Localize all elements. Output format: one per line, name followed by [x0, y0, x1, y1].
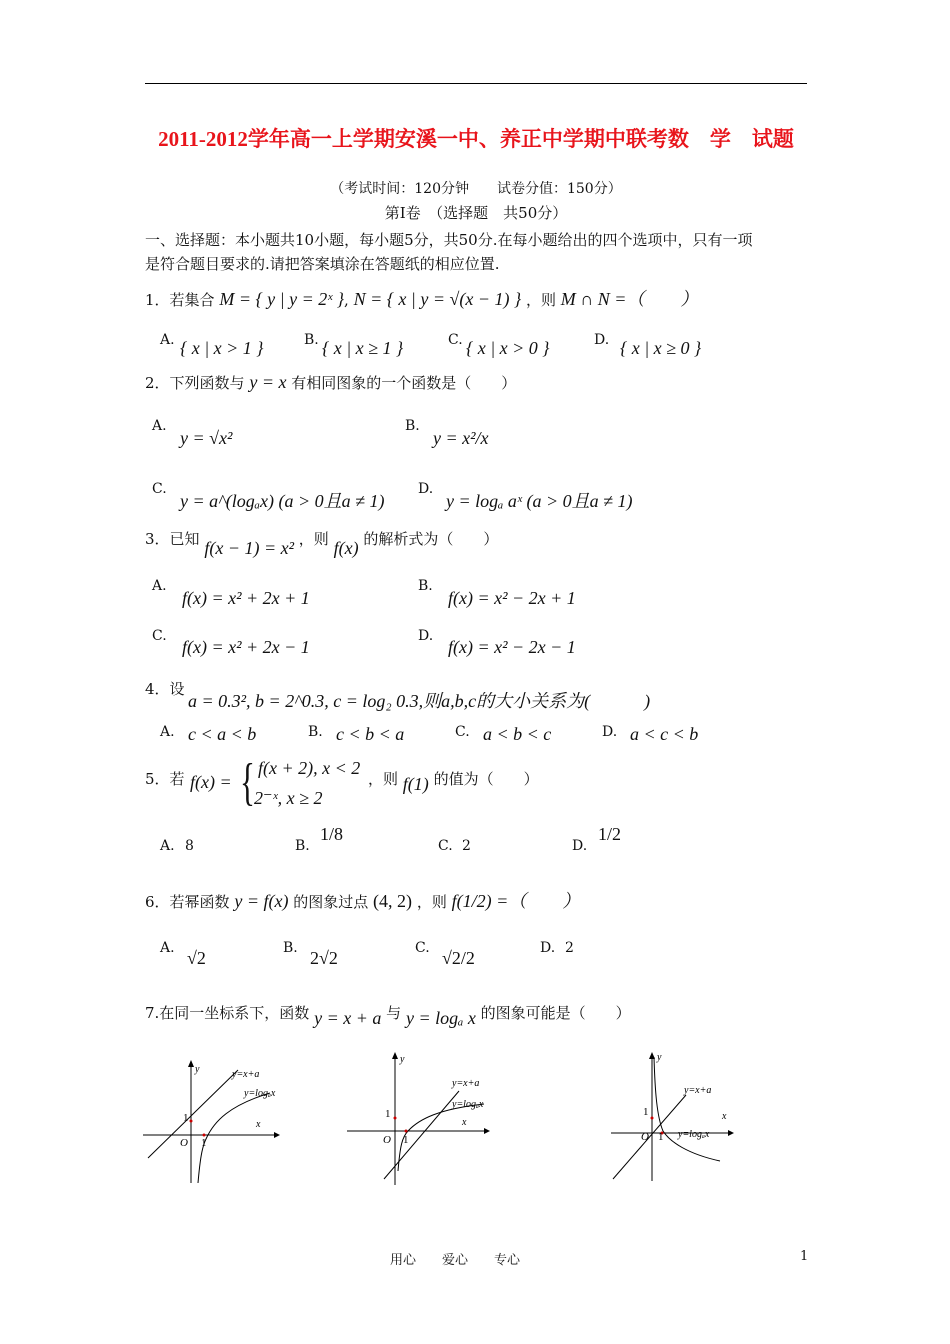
graph-a-x-arrow-icon — [274, 1132, 280, 1138]
q4-option-c[interactable]: a < b < c — [483, 724, 552, 744]
graph-a-line-label: y=x+a — [232, 1069, 260, 1080]
q2-expr: y = x — [249, 372, 287, 392]
q2-option-c-label[interactable]: C. — [152, 481, 167, 497]
q4-option-b-label[interactable]: B. — [308, 724, 323, 740]
graph-b-point-x — [405, 1130, 408, 1133]
q3-option-b[interactable]: f(x) = x² − 2x + 1 — [448, 588, 576, 608]
footer-motto: 用心 爱心 专心 — [390, 1253, 521, 1268]
q3-option-d[interactable]: f(x) = x² − 2x − 1 — [448, 637, 576, 657]
q6-point: (4, 2) — [373, 891, 413, 911]
q5-option-d[interactable]: 1/2 — [598, 824, 622, 844]
q2-option-a-label[interactable]: A. — [152, 418, 167, 434]
graph-a-y-arrow-icon — [188, 1060, 194, 1067]
q2-option-d[interactable]: y = logₐ aˣ (a > 0且a ≠ 1) — [446, 491, 633, 511]
graph-b-y-label: y — [400, 1054, 405, 1065]
question-3 — [145, 528, 499, 558]
q6-option-c-label[interactable]: C. — [415, 940, 430, 956]
q5-case-2: 2⁻ˣ, x ≥ 2 — [254, 788, 323, 808]
q5-brace: { — [240, 754, 255, 811]
q1-set-n: N = { x | y = √(x − 1) } — [353, 289, 522, 309]
graph-b-y-arrow-icon — [392, 1052, 398, 1059]
q6-option-d-label[interactable]: D. — [540, 940, 556, 956]
instructions-line-2: 是符合题目要求的.请把答案填涂在答题纸的相应位置. — [145, 255, 500, 273]
graph-a-log-label: y=logₐx — [244, 1088, 276, 1099]
section-header: 第Ⅰ卷 （选择题 共50分） — [384, 204, 568, 222]
graph-b-x-arrow-icon — [484, 1128, 490, 1134]
q4-option-b[interactable]: c < b < a — [336, 724, 405, 744]
question-2 — [145, 372, 516, 393]
graph-b-log-curve — [398, 1104, 484, 1171]
q3-suffix: 的解析式为（ ） — [363, 530, 499, 548]
q6-option-b[interactable]: 2√2 — [310, 948, 338, 968]
q1-set-m: M = { y | y = 2ˣ } — [219, 289, 345, 309]
q5-option-c[interactable]: 2 — [462, 838, 471, 854]
q6-option-a[interactable]: √2 — [187, 948, 206, 968]
q6-option-c[interactable]: √2/2 — [442, 948, 475, 968]
graph-a-origin: O — [180, 1137, 188, 1149]
q4-option-a[interactable]: c < a < b — [188, 724, 257, 744]
q1-option-b[interactable]: { x | x ≥ 1 } — [322, 338, 404, 358]
q1-option-c[interactable]: { x | x > 0 } — [466, 338, 550, 358]
q5-tail — [368, 768, 539, 794]
q7-f2: y = logₐ x — [405, 1008, 476, 1028]
q7-prefix: 7.在同一坐标系下，函数 — [145, 1004, 310, 1022]
q3-option-c-label[interactable]: C. — [152, 628, 167, 644]
q4-option-a-label[interactable]: A. — [160, 724, 175, 740]
q6-mid: 的图象过点 — [293, 893, 369, 911]
graph-c-log-curve — [654, 1057, 720, 1161]
q2-option-d-label[interactable]: D. — [418, 481, 434, 497]
q5-option-a[interactable]: 8 — [185, 838, 194, 854]
q4-stem: a = 0.3², b = 2^0.3, c = log₂ 0.3,则a,b,c的大小关系为( ) — [188, 691, 651, 711]
graph-c-log-label: y=logₐx — [678, 1129, 710, 1140]
q1-ask: M ∩ N =（ ） — [560, 289, 699, 309]
q4-prefix: 4．设 — [145, 680, 185, 698]
graph-a-y-label: y — [195, 1064, 200, 1075]
q5-option-d-label[interactable]: D. — [572, 838, 588, 854]
graph-c-x-label: x — [722, 1111, 727, 1122]
graph-b-line-label: y=x+a — [452, 1078, 480, 1089]
graph-b-x-label: x — [462, 1117, 467, 1128]
q3-fx: f(x) — [333, 538, 359, 558]
q5-f1: f(1) — [402, 774, 429, 794]
q1-prefix: 1．若集合 — [145, 291, 215, 309]
graph-c-origin: O — [641, 1131, 649, 1143]
graph-a-one-x: 1 — [201, 1137, 207, 1149]
q3-option-a-label[interactable]: A. — [152, 578, 167, 594]
graph-a-log-curve — [198, 1093, 270, 1183]
graph-b[interactable] — [344, 1047, 504, 1187]
question-7 — [145, 1002, 631, 1028]
q5-fx: f(x) = — [190, 772, 232, 792]
q3-prefix: 3．已知 — [145, 530, 200, 548]
page-number: 1 — [800, 1249, 809, 1264]
instructions-line-1: 一、选择题：本小题共10小题，每小题5分，共50分.在每小题给出的四个选项中，只有一项 — [145, 231, 753, 249]
q2-option-b-label[interactable]: B. — [405, 418, 420, 434]
q6-prefix: 6．若幂函数 — [145, 893, 230, 911]
q1-option-d-label[interactable]: D. — [594, 332, 610, 348]
graph-a-point-y — [190, 1120, 193, 1123]
q5-option-b[interactable]: 1/8 — [320, 824, 344, 844]
q1-option-d[interactable]: { x | x ≥ 0 } — [620, 338, 702, 358]
q1-option-a-label[interactable]: A. — [160, 332, 175, 348]
q7-suffix: 的图象可能是（ ） — [480, 1004, 631, 1022]
q4-option-d-label[interactable]: D. — [602, 724, 618, 740]
q3-mid: ，则 — [298, 530, 329, 548]
q5-option-b-label[interactable]: B. — [295, 838, 310, 854]
page-title: 2011-2012学年高一上学期安溪一中、养正中学期中联考数 学 试题 — [158, 127, 794, 151]
graph-b-one-x: 1 — [403, 1134, 409, 1146]
graph-b-point-y — [394, 1117, 397, 1120]
q6-option-a-label[interactable]: A. — [160, 940, 175, 956]
graph-c-x-arrow-icon — [728, 1130, 734, 1136]
exam-info: （考试时间：120分钟 试卷分值：150分） — [330, 181, 622, 197]
q2-option-a[interactable]: y = √x² — [180, 428, 233, 448]
graph-b-origin: O — [383, 1134, 391, 1146]
question-4 — [145, 678, 185, 699]
top-rule — [145, 83, 807, 84]
q5-option-c-label[interactable]: C. — [438, 838, 453, 854]
q4-option-d[interactable]: a < c < b — [630, 724, 699, 744]
q5-suffix: 的值为（ ） — [433, 770, 539, 788]
q7-mid: 与 — [386, 1004, 402, 1022]
q1-option-a[interactable]: { x | x > 1 } — [180, 338, 264, 358]
question-1: 1．若集合 M = { y | y = 2ˣ }, N = { x | y = √(x − 1) } ，则 M ∩ N =（ ） — [145, 289, 699, 309]
q3-option-b-label[interactable]: B. — [418, 578, 433, 594]
q6-mid2: ，则 — [416, 893, 447, 911]
q1-suffix: ，则 — [525, 291, 556, 309]
graph-c-one-y: 1 — [643, 1106, 649, 1118]
q1-option-b-label[interactable]: B. — [304, 332, 319, 348]
graph-c-one-x: 1 — [658, 1131, 664, 1143]
graph-c-line — [613, 1095, 686, 1179]
q2-option-b[interactable]: y = x²/x — [433, 428, 489, 448]
q3-given: f(x − 1) = x² — [204, 538, 294, 558]
graph-c[interactable] — [608, 1047, 758, 1187]
graph-a-one-y: 1 — [183, 1112, 189, 1124]
q4-option-c-label[interactable]: C. — [455, 724, 470, 740]
graph-c-point-y — [651, 1117, 654, 1120]
question-6 — [145, 887, 580, 913]
q6-fn: y = f(x) — [234, 891, 289, 911]
q2-suffix: 有相同图象的一个函数是（ ） — [291, 374, 517, 392]
graph-c-line-label: y=x+a — [684, 1085, 712, 1096]
q1-option-c-label[interactable]: C. — [448, 332, 463, 348]
q6-option-b-label[interactable]: B. — [283, 940, 298, 956]
graph-c-y-label: y — [657, 1052, 662, 1063]
q6-option-d[interactable]: 2 — [565, 940, 574, 956]
graph-a[interactable] — [140, 1055, 280, 1185]
q6-ask: f(1/2) =（ ） — [451, 891, 581, 911]
q5-case-1: f(x + 2), x < 2 — [258, 758, 361, 778]
q2-option-c[interactable]: y = a^(logₐx) (a > 0且a ≠ 1) — [180, 491, 385, 511]
q3-option-a[interactable]: f(x) = x² + 2x + 1 — [182, 588, 310, 608]
graph-b-one-y: 1 — [385, 1108, 391, 1120]
q5-prefix: 5．若 — [145, 770, 185, 788]
q5-mid: ，则 — [368, 770, 399, 788]
q3-option-d-label[interactable]: D. — [418, 628, 434, 644]
graph-a-line — [148, 1070, 238, 1158]
q3-option-c[interactable]: f(x) = x² + 2x − 1 — [182, 637, 310, 657]
graph-b-log-label: y=logₐx — [452, 1099, 484, 1110]
q5-option-a-label[interactable]: A. — [160, 838, 175, 854]
q2-prefix: 2．下列函数与 — [145, 374, 245, 392]
q7-f1: y = x + a — [314, 1008, 382, 1028]
graph-a-x-label: x — [256, 1119, 261, 1130]
